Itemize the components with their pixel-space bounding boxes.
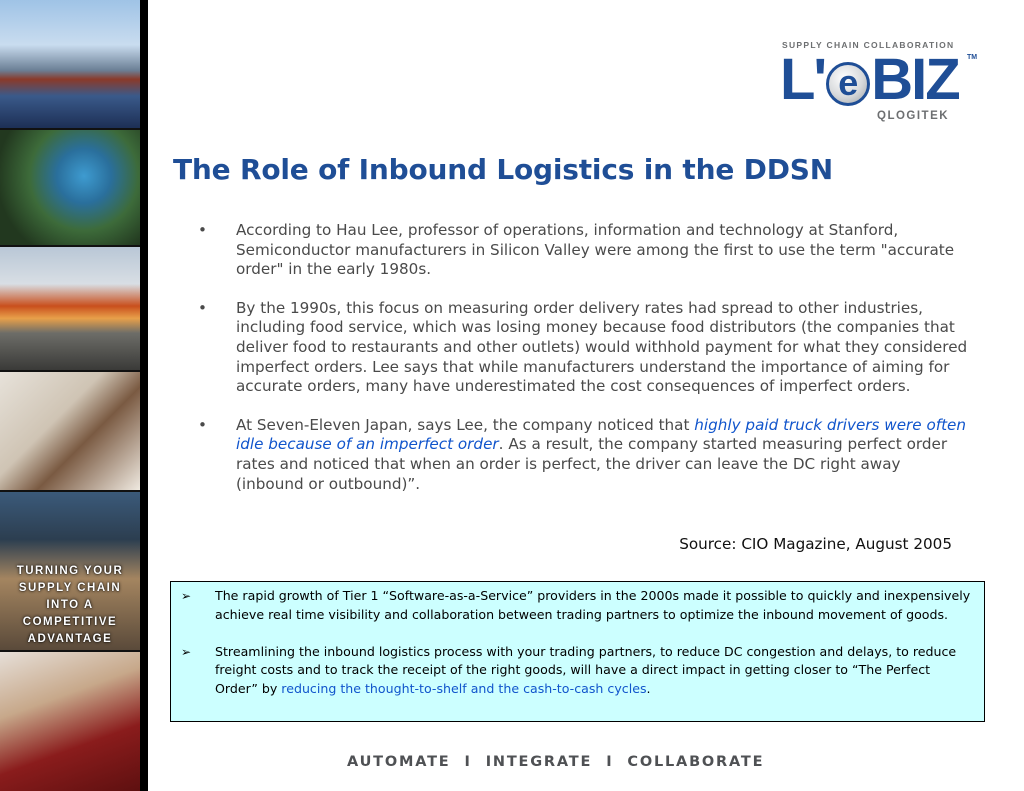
container-ship-photo <box>0 0 140 128</box>
footer-tagline <box>347 754 764 770</box>
box-item <box>181 643 976 699</box>
bullet-text: . As a result, the company started measuring perfect order rates and noticed that when an order is perfect, the driver can leave the DC right away (inbound or outbound)”. <box>236 435 948 493</box>
footer-collaborate: COLLABORATE <box>627 754 765 770</box>
logo-name-right: BIZ <box>871 47 959 112</box>
footer-automate: AUTOMATE <box>347 754 451 770</box>
summary-box <box>170 581 985 722</box>
source-citation: Source: CIO Magazine, August 2005 <box>679 535 952 553</box>
bullet-marker: • <box>198 221 207 239</box>
bullet-item <box>198 221 968 280</box>
office-worker-photo <box>0 372 140 490</box>
caption-line: SUPPLY CHAIN <box>18 582 122 594</box>
bullet-list <box>198 221 968 513</box>
logo-tagline: SUPPLY CHAIN COLLABORATION <box>782 40 955 50</box>
trucks-photo <box>0 247 140 370</box>
box-item-text: The rapid growth of Tier 1 “Software-as-a-Service” providers in the 2000s made it possible to quickly and inexpensively achieve real time visibility and collaboration between trading partners to optimize the inbound movement of goods. <box>215 588 971 622</box>
logo-wordmark <box>780 48 959 112</box>
caption-line: ADVANTAGE <box>27 633 113 645</box>
box-item <box>181 587 976 624</box>
logo-name-left: L' <box>780 47 826 112</box>
caption-line: COMPETITIVE <box>22 616 118 628</box>
footer-separator: I <box>606 754 614 770</box>
footer-integrate: INTEGRATE <box>485 754 593 770</box>
shopper-photo <box>0 652 140 791</box>
arrow-bullet-icon: ➢ <box>181 644 192 659</box>
sidebar-caption <box>0 563 140 648</box>
box-item-text: . <box>646 680 651 696</box>
bullet-marker: • <box>198 415 207 434</box>
page-title: The Role of Inbound Logistics in the DDSN <box>173 153 833 186</box>
bullet-text: By the 1990s, this focus on measuring order delivery rates had spread to other industries, including food service, which was losing money because food distributors (the companies that deliver food to restaurants and other outlets) would withhold payment for what they considered imperfect orders. Lee says that while manufacturers understand the importance of aiming for accurate orders, many have underestimated the cost consequences of imperfect orders. <box>236 298 968 396</box>
sidebar-divider <box>140 0 148 791</box>
logo-subtitle: QLOGITEK <box>877 110 950 122</box>
logo-e-globe-icon: e <box>826 62 870 106</box>
bullet-text: According to Hau Lee, professor of operations, information and technology at Stanford, Semiconductor manufacturers in Silicon Valley were among the first to use the term "accurate order" in the early 1980s. <box>236 221 955 279</box>
highlighted-text: highly paid truck drivers were often idle because of an imperfect order <box>236 415 967 454</box>
sidebar-photo-strip <box>0 0 148 791</box>
logo-trademark: TM <box>967 54 978 61</box>
footer-separator: I <box>464 754 472 770</box>
lebiz-logo <box>780 40 978 125</box>
cycles-link[interactable]: reducing the thought-to-shelf and the cash-to-cash cycles <box>281 680 647 696</box>
box-item-text: Streamlining the inbound logistics process with your trading partners, to reduce DC congestion and delays, to reduce freight costs and to track the receipt of the right goods, will have a direct impact in getting closer to “The Perfect Order” by <box>215 643 957 696</box>
arrow-bullet-icon: ➢ <box>181 589 192 603</box>
bullet-item <box>198 416 968 494</box>
bullet-marker: • <box>198 298 207 317</box>
caption-line: INTO A <box>46 599 94 611</box>
caption-line: TURNING YOUR <box>16 565 124 577</box>
bullet-text: At Seven-Eleven Japan, says Lee, the company noticed that <box>236 415 695 434</box>
circuit-board-photo <box>0 130 140 245</box>
bullet-item <box>198 299 968 397</box>
